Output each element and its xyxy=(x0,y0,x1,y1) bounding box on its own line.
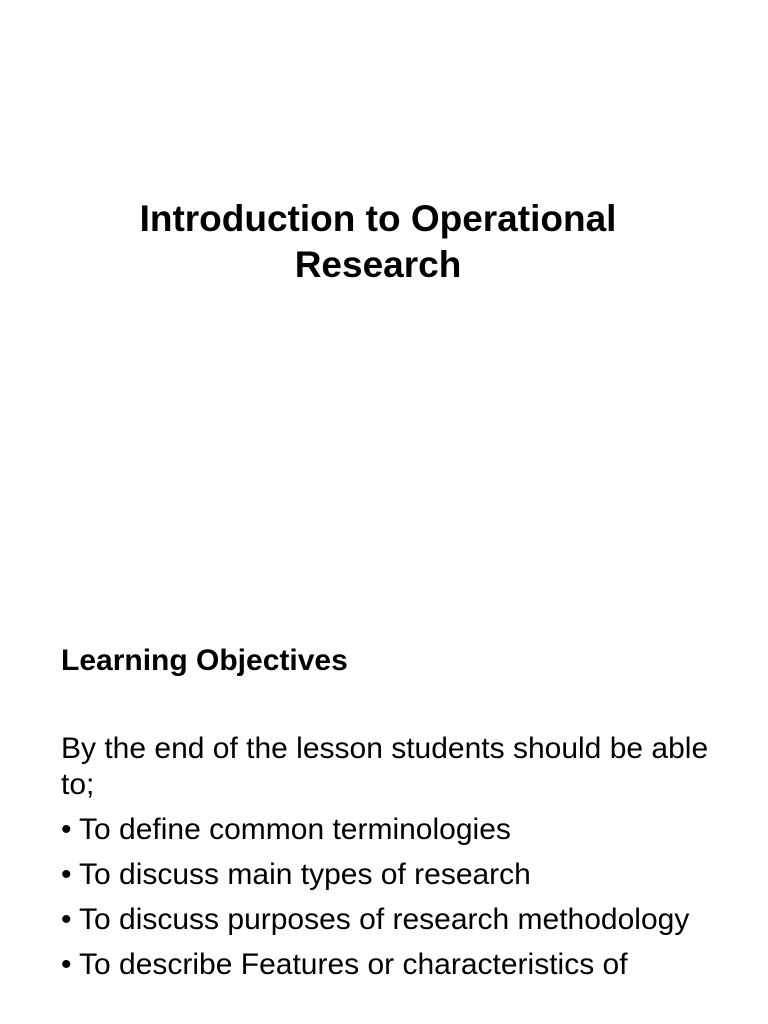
objective-text: To discuss main types of research xyxy=(79,858,531,891)
bullet-icon: • xyxy=(61,903,72,936)
slide-title-line-2: Research xyxy=(294,244,462,285)
bullet-icon: • xyxy=(61,813,72,846)
list-item xyxy=(61,902,721,938)
objective-text: To define common terminologies xyxy=(79,813,511,846)
objectives-list xyxy=(61,812,721,992)
list-item xyxy=(61,857,721,893)
list-item xyxy=(61,812,721,848)
objective-text: To discuss purposes of research methodology xyxy=(79,903,690,936)
slide-title xyxy=(60,196,696,288)
slide-title-line-1: Introduction to Operational xyxy=(139,198,617,239)
intro-paragraph: By the end of the lesson students should be able to; xyxy=(61,732,709,801)
objective-text: To describe Features or characteristics of xyxy=(79,948,628,981)
bullet-icon: • xyxy=(61,858,72,891)
learning-objectives-heading: Learning Objectives xyxy=(61,644,348,677)
list-item xyxy=(61,947,721,983)
bullet-icon: • xyxy=(61,948,72,981)
